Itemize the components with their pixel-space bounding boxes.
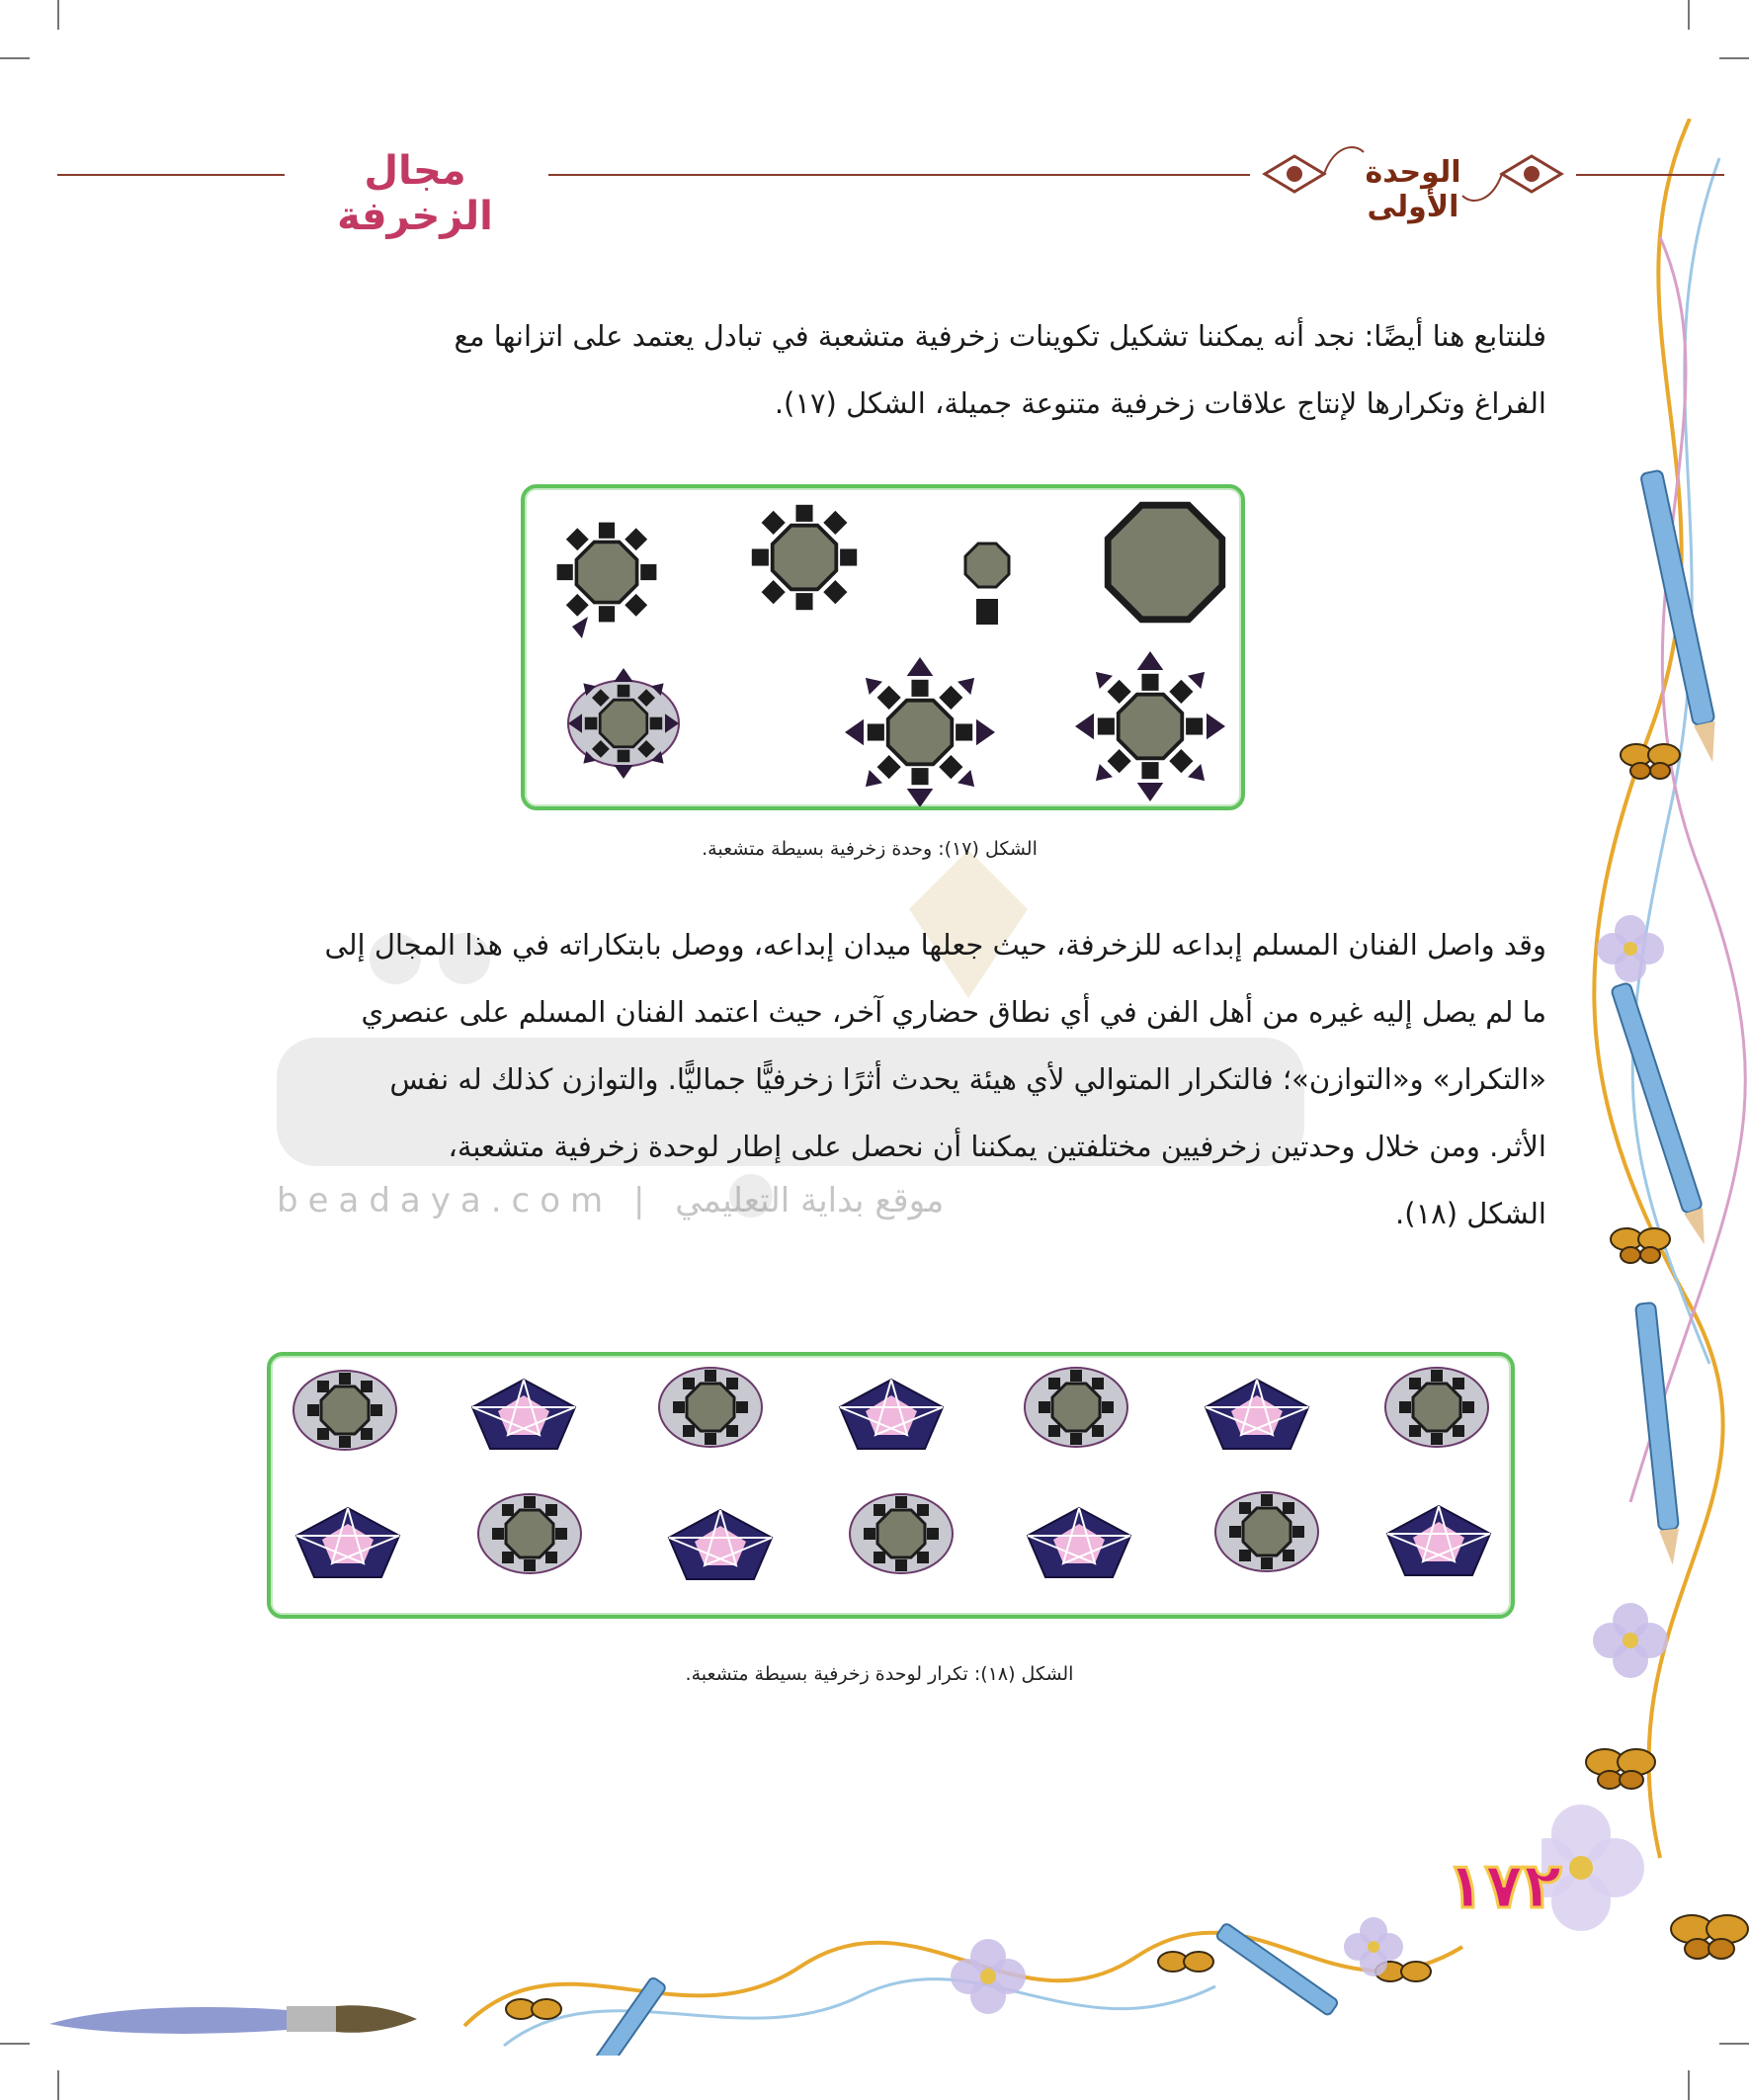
- header-rule-middle: [548, 174, 1250, 176]
- paragraph-line: فلنتابع هنا أيضًا: نجد أنه يمكننا تشكيل تكوينات زخرفية متشعبة في تبادل يعتمد على اتزانها مع: [454, 319, 1546, 353]
- butterfly-icon: [1586, 1749, 1655, 1789]
- pattern-star: [1028, 1508, 1130, 1577]
- pencil-icon: [1635, 1302, 1683, 1566]
- pattern-star: [840, 1380, 943, 1449]
- pattern-rosette: [478, 1494, 581, 1573]
- figure-18-caption: الشكل (١٨): تكرار لوحدة زخرفية بسيطة متشعبة.: [685, 1663, 1074, 1685]
- paragraph-line: الأثر. ومن خلال وحدتين زخرفيين مختلفتين يمكننا أن نحصل على إطار لوحدة زخرفية متشعبة،: [448, 1130, 1546, 1163]
- watermark-text: beadaya.com | موقع بداية التعليمي: [277, 1181, 945, 1220]
- motif-bloom: [752, 505, 857, 610]
- pattern-star: [472, 1380, 575, 1449]
- butterfly-icon: [1611, 1228, 1670, 1263]
- decorative-border: [1541, 119, 1749, 2056]
- figure-17-motifs: [525, 488, 1241, 806]
- crop-mark: [57, 0, 59, 30]
- motif-octagon-small: [965, 544, 1009, 625]
- crop-mark: [1719, 57, 1749, 59]
- pattern-star: [1387, 1506, 1490, 1575]
- paragraph-line: «التكرار» و«التوازن»؛ فالتكرار المتوالي لأي هيئة يحدث أثرًا زخرفيًّا جماليًّا. والتوازن كذلك له نفس: [389, 1062, 1546, 1096]
- crop-mark: [57, 2070, 59, 2100]
- decorative-bottom-border: [49, 1907, 1571, 2056]
- butterfly-icon: [506, 1999, 561, 2019]
- header-rule-right: [1576, 174, 1724, 176]
- paragraph-1: [212, 302, 1546, 437]
- crop-mark: [0, 2043, 30, 2045]
- flower-icon: [1593, 1603, 1668, 1678]
- flower-icon: [951, 1939, 1026, 2014]
- paintbrush-icon: [49, 2005, 417, 2034]
- page-number: ١٧٢: [1446, 1850, 1562, 1923]
- paragraph-line: الشكل (١٨).: [1395, 1197, 1546, 1230]
- header-rule-left: [57, 174, 285, 176]
- pattern-star: [1206, 1380, 1308, 1449]
- crop-mark: [1688, 2070, 1690, 2100]
- paragraph-line: وقد واصل الفنان المسلم إبداعه للزخرفة، حيث جعلها ميدان إبداعه، ووصل بابتكاراته في هذا المجال إلى: [324, 928, 1546, 962]
- butterfly-icon: [1671, 1915, 1748, 1959]
- motif-bloom: [557, 523, 657, 623]
- crop-mark: [0, 57, 30, 59]
- figure-17-frame: [521, 484, 1245, 810]
- crop-mark: [1688, 0, 1690, 30]
- figure-18-frame: [267, 1352, 1515, 1619]
- pattern-rosette: [659, 1368, 762, 1447]
- figure-18-pattern: [271, 1356, 1511, 1615]
- unit-label: الوحدة الأولى: [1365, 155, 1461, 224]
- motif-spiky: [845, 657, 995, 806]
- section-title: مجال الزخرفة: [337, 148, 493, 239]
- pattern-rosette: [293, 1371, 396, 1450]
- pattern-rosette: [1385, 1368, 1488, 1447]
- paragraph-line: الفراغ وتكرارها لإنتاج علاقات زخرفية متنوعة جميلة، الشكل (١٧).: [774, 386, 1546, 420]
- flower-icon: [1597, 915, 1664, 982]
- motif-triangle: [572, 617, 588, 638]
- figure-17-caption: الشكل (١٧): وحدة زخرفية بسيطة متشعبة.: [702, 838, 1038, 860]
- motif-octagon-large: [1108, 505, 1222, 620]
- pattern-star: [669, 1510, 772, 1579]
- pencil-icon: [1215, 1922, 1339, 2016]
- pattern-star: [296, 1508, 399, 1577]
- paragraph-2: [212, 911, 1546, 1247]
- motif-rosette: [568, 668, 679, 779]
- pencil-icon: [1611, 982, 1713, 1248]
- pattern-rosette: [850, 1494, 953, 1573]
- pattern-rosette: [1215, 1492, 1318, 1571]
- pattern-rosette: [1025, 1368, 1127, 1447]
- butterfly-icon: [1158, 1952, 1213, 1972]
- motif-spiky: [1075, 651, 1225, 801]
- paragraph-line: ما لم يصل إليه غيره من أهل الفن في أي نطاق حضاري آخر، حيث اعتمد الفنان المسلم على عنصري: [361, 995, 1546, 1029]
